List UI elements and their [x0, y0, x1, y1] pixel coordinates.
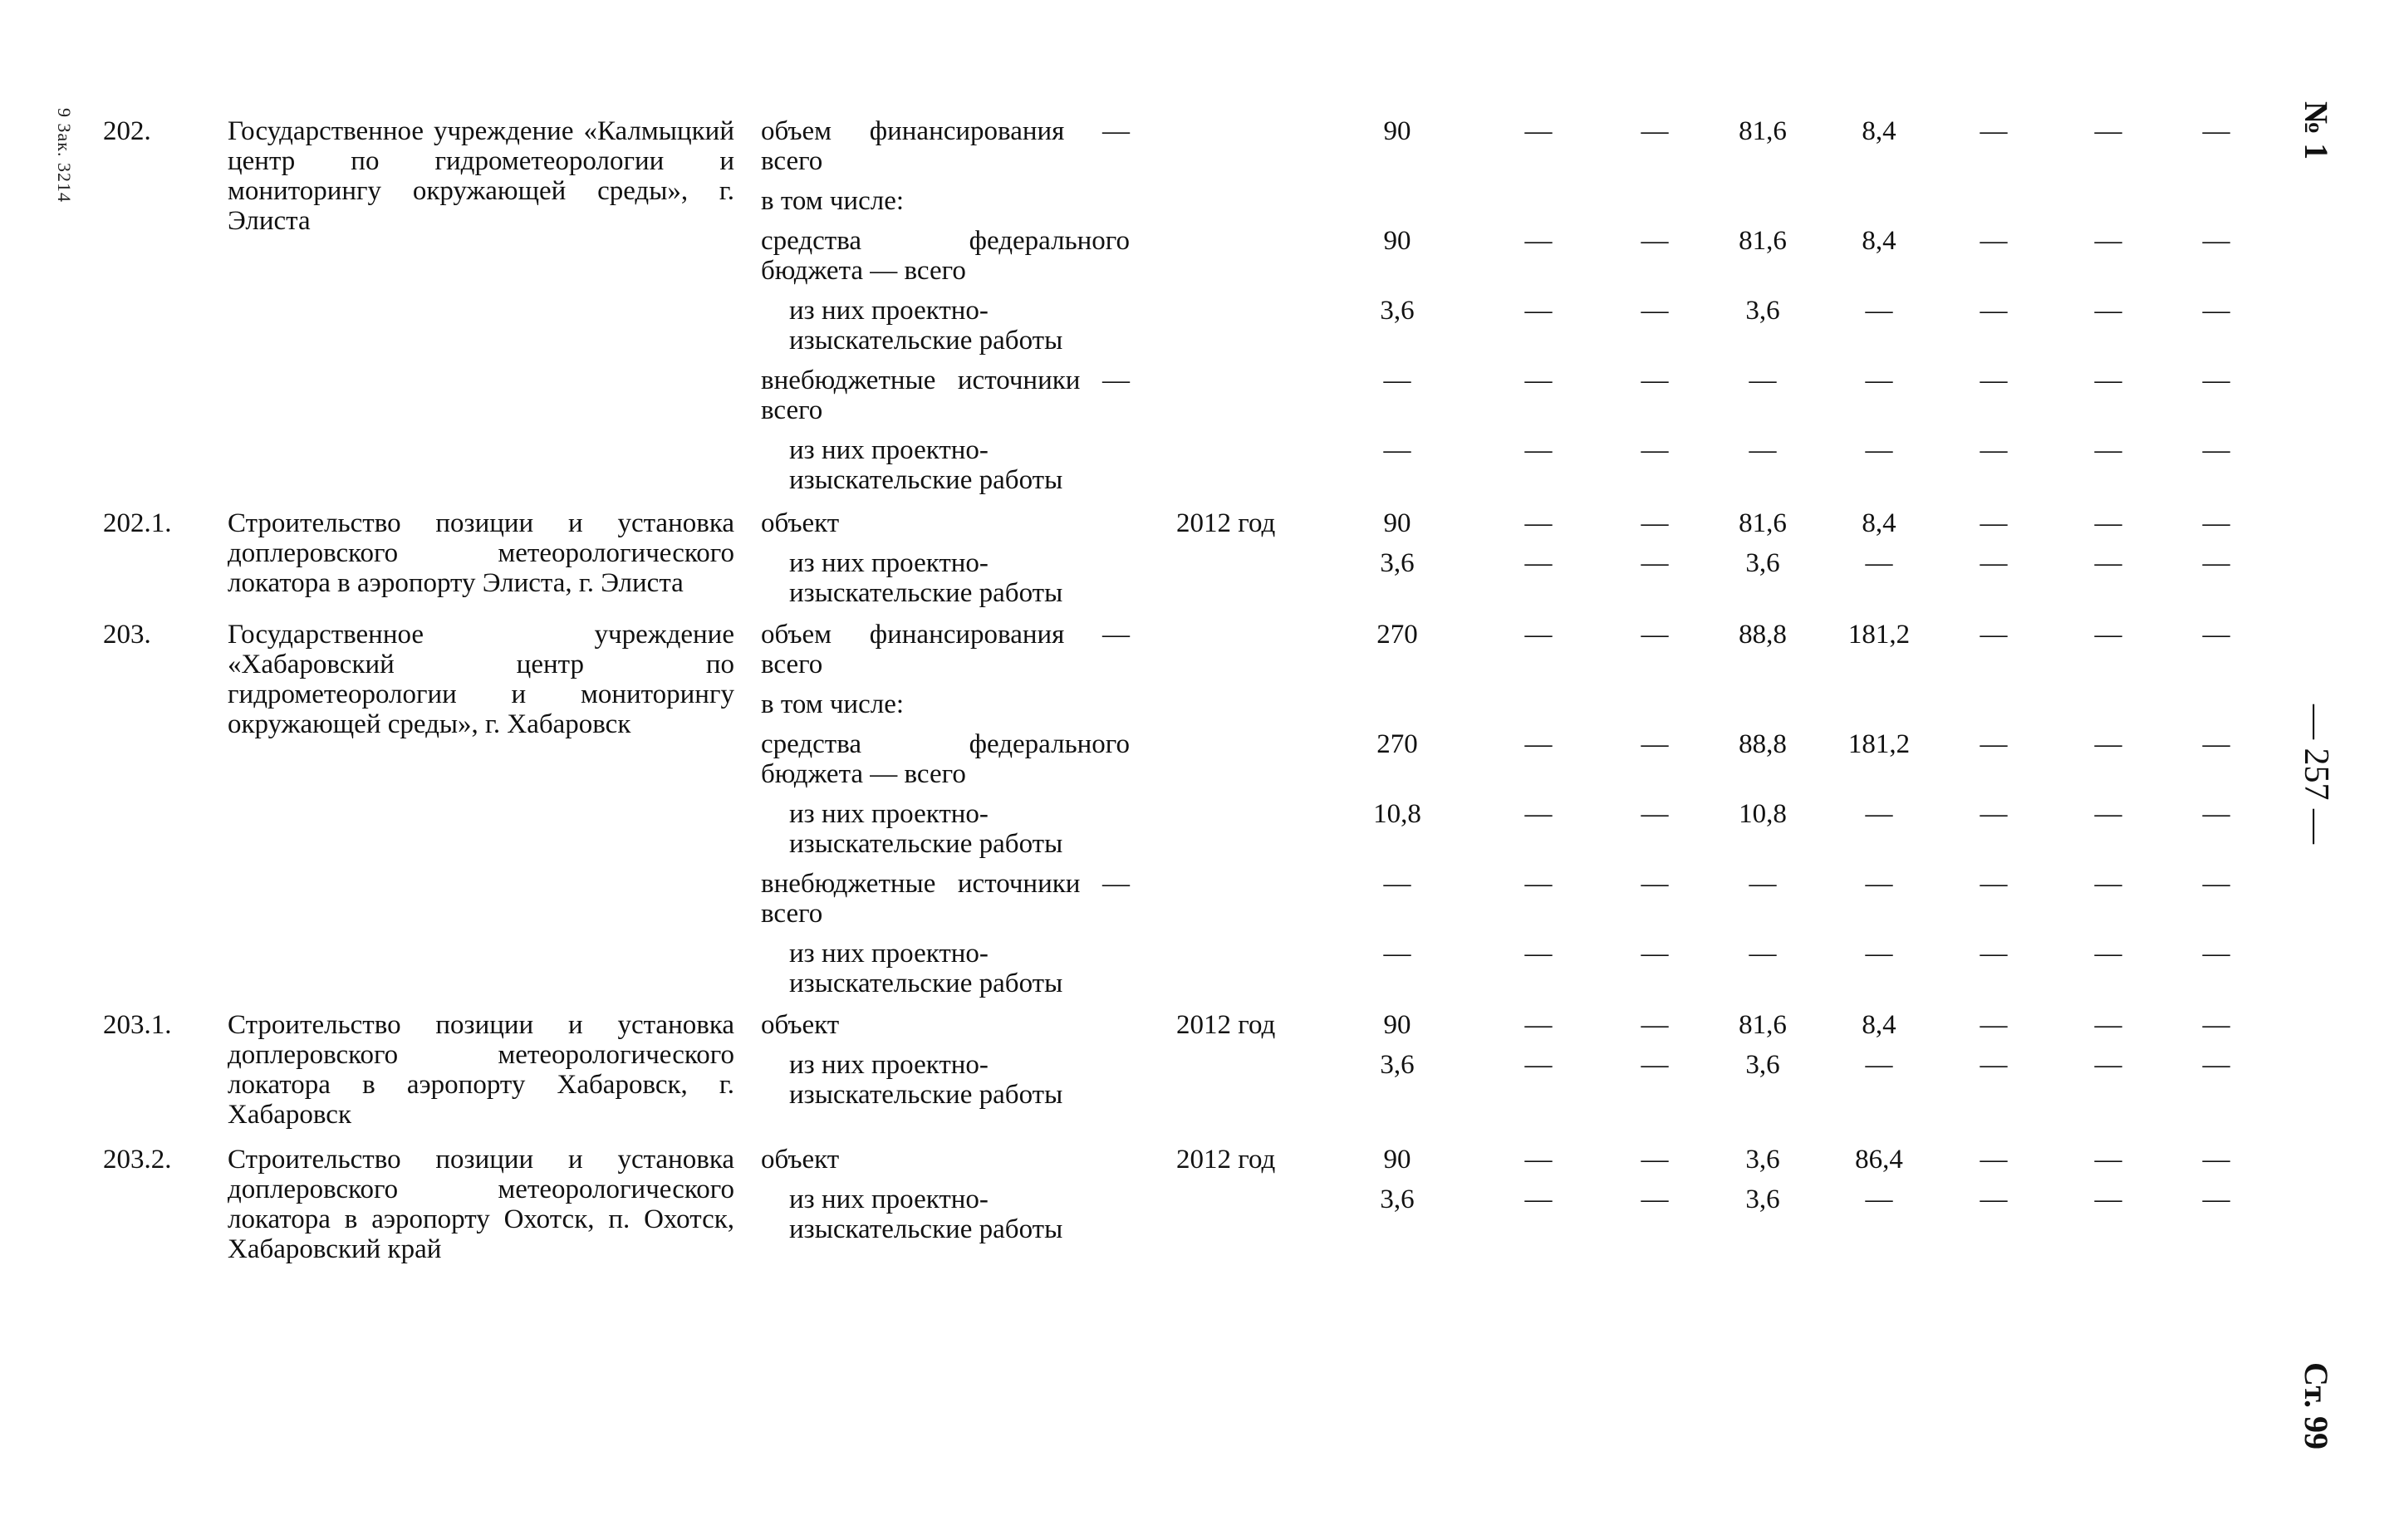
value-cell: —	[1980, 365, 2008, 395]
value-cell: —	[1641, 226, 1669, 256]
value-cell: —	[2094, 799, 2122, 829]
entry-title: Строительство позиции и установка доплеровского метеорологического локатора в аэропорту Хабаровск, г. Хабаровск	[228, 1010, 734, 1130]
value-cell: —	[2094, 1184, 2122, 1214]
value-cell: 81,6	[1739, 508, 1787, 538]
value-cell: 270	[1376, 729, 1418, 759]
value-cell: 3,6	[1745, 1145, 1780, 1175]
value-cell: 3,6	[1745, 296, 1780, 326]
entry-number: 203.2.	[103, 1145, 172, 1175]
row-label: из них проектно-изыскательские работы	[789, 435, 1063, 495]
value-cell: —	[1865, 1184, 1893, 1214]
value-cell: —	[1524, 548, 1553, 578]
value-cell: 90	[1383, 226, 1411, 256]
value-cell: —	[1524, 939, 1553, 969]
entry-number: 202.	[103, 116, 151, 146]
value-cell: —	[1524, 508, 1553, 538]
value-cell: —	[1865, 869, 1893, 899]
value-cell: —	[2202, 620, 2230, 650]
value-cell: —	[1980, 508, 2008, 538]
value-cell: 181,2	[1847, 729, 1911, 759]
value-cell: —	[1641, 799, 1669, 829]
value-cell: —	[1641, 365, 1669, 395]
entry-number: 203.1.	[103, 1010, 172, 1040]
row-period: 2012 год	[1176, 508, 1276, 538]
value-cell: 3,6	[1380, 1184, 1415, 1214]
value-cell: —	[2094, 1050, 2122, 1080]
value-cell: —	[2094, 1145, 2122, 1175]
value-cell: 181,2	[1847, 620, 1911, 650]
value-cell: —	[2202, 508, 2230, 538]
value-cell: —	[1980, 729, 2008, 759]
value-cell: —	[2094, 296, 2122, 326]
value-cell: —	[2094, 939, 2122, 969]
row-label: объем финансирования — всего	[761, 620, 1130, 679]
value-cell: —	[2202, 548, 2230, 578]
value-cell: 3,6	[1745, 1184, 1780, 1214]
value-cell: —	[2202, 729, 2230, 759]
value-cell: 90	[1383, 1010, 1411, 1040]
value-cell: 3,6	[1380, 1050, 1415, 1080]
value-cell: 90	[1383, 116, 1411, 146]
value-cell: —	[1641, 1184, 1669, 1214]
value-cell: —	[2094, 548, 2122, 578]
value-cell: 90	[1383, 1145, 1411, 1175]
value-cell: —	[1524, 1145, 1553, 1175]
value-cell: —	[1641, 729, 1669, 759]
value-cell: —	[1641, 869, 1669, 899]
value-cell: —	[2202, 435, 2230, 465]
value-cell: —	[1524, 1184, 1553, 1214]
value-cell: —	[1383, 365, 1411, 395]
value-cell: 8,4	[1862, 116, 1896, 146]
value-cell: 10,8	[1739, 799, 1787, 829]
value-cell: 8,4	[1862, 226, 1896, 256]
value-cell: —	[2202, 226, 2230, 256]
value-cell: —	[2094, 620, 2122, 650]
value-cell: —	[1641, 116, 1669, 146]
value-cell: 88,8	[1739, 620, 1787, 650]
issue-number: № 1	[2298, 101, 2335, 160]
value-cell: —	[1980, 1010, 2008, 1040]
margin-note: 9 Зак. 3214	[54, 108, 75, 203]
value-cell: —	[1524, 799, 1553, 829]
value-cell: —	[1524, 620, 1553, 650]
value-cell: —	[1524, 435, 1553, 465]
value-cell: —	[2202, 1145, 2230, 1175]
value-cell: 81,6	[1739, 116, 1787, 146]
value-cell: —	[1865, 435, 1893, 465]
value-cell: —	[1641, 508, 1669, 538]
value-cell: —	[1980, 296, 2008, 326]
value-cell: —	[2202, 1010, 2230, 1040]
row-period: 2012 год	[1176, 1145, 1276, 1175]
value-cell: —	[2202, 939, 2230, 969]
value-cell: —	[2202, 116, 2230, 146]
row-label: внебюджетные источники — всего	[761, 365, 1130, 425]
value-cell: —	[1865, 548, 1893, 578]
value-cell: —	[1749, 939, 1777, 969]
value-cell: —	[1383, 869, 1411, 899]
value-cell: —	[1865, 296, 1893, 326]
row-label: объект	[761, 1145, 840, 1175]
value-cell: —	[2094, 729, 2122, 759]
value-cell: 10,8	[1373, 799, 1421, 829]
row-label: из них проектно-изыскательские работы	[789, 939, 1063, 998]
value-cell: —	[2202, 799, 2230, 829]
value-cell: —	[2094, 508, 2122, 538]
row-label: из них проектно-изыскательские работы	[789, 799, 1063, 859]
value-cell: —	[2094, 869, 2122, 899]
value-cell: —	[1641, 296, 1669, 326]
value-cell: —	[1641, 1050, 1669, 1080]
value-cell: —	[1641, 939, 1669, 969]
value-cell: 8,4	[1862, 508, 1896, 538]
value-cell: 86,4	[1855, 1145, 1903, 1175]
value-cell: —	[1980, 226, 2008, 256]
value-cell: —	[2094, 226, 2122, 256]
value-cell: —	[1641, 548, 1669, 578]
row-label: объект	[761, 1010, 840, 1040]
value-cell: 3,6	[1380, 548, 1415, 578]
value-cell: —	[1524, 226, 1553, 256]
value-cell: —	[2094, 365, 2122, 395]
value-cell: —	[2202, 296, 2230, 326]
row-label: из них проектно-изыскательские работы	[789, 1184, 1063, 1244]
entry-title: Государственное учреждение «Калмыцкий центр по гидрометеорологии и мониторингу окружающей среды», г. Элиста	[228, 116, 734, 236]
value-cell: —	[2094, 435, 2122, 465]
value-cell: —	[1980, 939, 2008, 969]
value-cell: —	[1383, 435, 1411, 465]
row-label: в том числе:	[761, 689, 905, 719]
value-cell: —	[1524, 1050, 1553, 1080]
value-cell: —	[2094, 1010, 2122, 1040]
value-cell: —	[1980, 1184, 2008, 1214]
entry-title: Государственное учреждение «Хабаровский центр по гидрометеорологии и мониторингу окружающей среды», г. Хабаровск	[228, 620, 734, 739]
value-cell: —	[1865, 799, 1893, 829]
value-cell: —	[2202, 365, 2230, 395]
value-cell: —	[1980, 116, 2008, 146]
value-cell: 270	[1376, 620, 1418, 650]
value-cell: —	[1524, 116, 1553, 146]
row-label: из них проектно-изыскательские работы	[789, 296, 1063, 356]
value-cell: 81,6	[1739, 226, 1787, 256]
value-cell: —	[1980, 620, 2008, 650]
value-cell: 8,4	[1862, 1010, 1896, 1040]
value-cell: 81,6	[1739, 1010, 1787, 1040]
value-cell: —	[1980, 869, 2008, 899]
value-cell: 3,6	[1745, 548, 1780, 578]
row-label: средства федерального бюджета — всего	[761, 729, 1130, 789]
row-label: из них проектно-изыскательские работы	[789, 548, 1063, 608]
entry-number: 203.	[103, 620, 151, 650]
value-cell: —	[1980, 548, 2008, 578]
value-cell: —	[1980, 1145, 2008, 1175]
value-cell: —	[1865, 1050, 1893, 1080]
row-label: из них проектно-изыскательские работы	[789, 1050, 1063, 1110]
value-cell: —	[1980, 435, 2008, 465]
row-label: объект	[761, 508, 840, 538]
value-cell: 88,8	[1739, 729, 1787, 759]
value-cell: —	[1865, 365, 1893, 395]
value-cell: 3,6	[1745, 1050, 1780, 1080]
value-cell: —	[1641, 620, 1669, 650]
row-label: средства федерального бюджета — всего	[761, 226, 1130, 286]
value-cell: —	[1749, 435, 1777, 465]
entry-number: 202.1.	[103, 508, 172, 538]
value-cell: —	[2094, 116, 2122, 146]
row-label: в том числе:	[761, 186, 905, 216]
value-cell: —	[1524, 1010, 1553, 1040]
value-cell: —	[1383, 939, 1411, 969]
value-cell: —	[1524, 869, 1553, 899]
article-number: Ст. 99	[2298, 1362, 2335, 1449]
value-cell: —	[2202, 1184, 2230, 1214]
value-cell: —	[1749, 365, 1777, 395]
entry-title: Строительство позиции и установка доплеровского метеорологического локатора в аэропорту Охотск, п. Охотск, Хабаровский край	[228, 1145, 734, 1264]
value-cell: —	[1980, 799, 2008, 829]
value-cell: —	[1749, 869, 1777, 899]
row-label: объем финансирования — всего	[761, 116, 1130, 176]
value-cell: —	[1641, 1145, 1669, 1175]
value-cell: —	[1641, 435, 1669, 465]
entry-title: Строительство позиции и установка доплеровского метеорологического локатора в аэропорту Элиста, г. Элиста	[228, 508, 734, 598]
value-cell: —	[2202, 869, 2230, 899]
value-cell: —	[1865, 939, 1893, 969]
value-cell: —	[1524, 296, 1553, 326]
value-cell: —	[1524, 365, 1553, 395]
value-cell: 90	[1383, 508, 1411, 538]
value-cell: 3,6	[1380, 296, 1415, 326]
value-cell: —	[1980, 1050, 2008, 1080]
value-cell: —	[2202, 1050, 2230, 1080]
row-label: внебюджетные источники — всего	[761, 869, 1130, 929]
row-period: 2012 год	[1176, 1010, 1276, 1040]
page-number: — 257 —	[2297, 704, 2335, 844]
value-cell: —	[1524, 729, 1553, 759]
value-cell: —	[1641, 1010, 1669, 1040]
